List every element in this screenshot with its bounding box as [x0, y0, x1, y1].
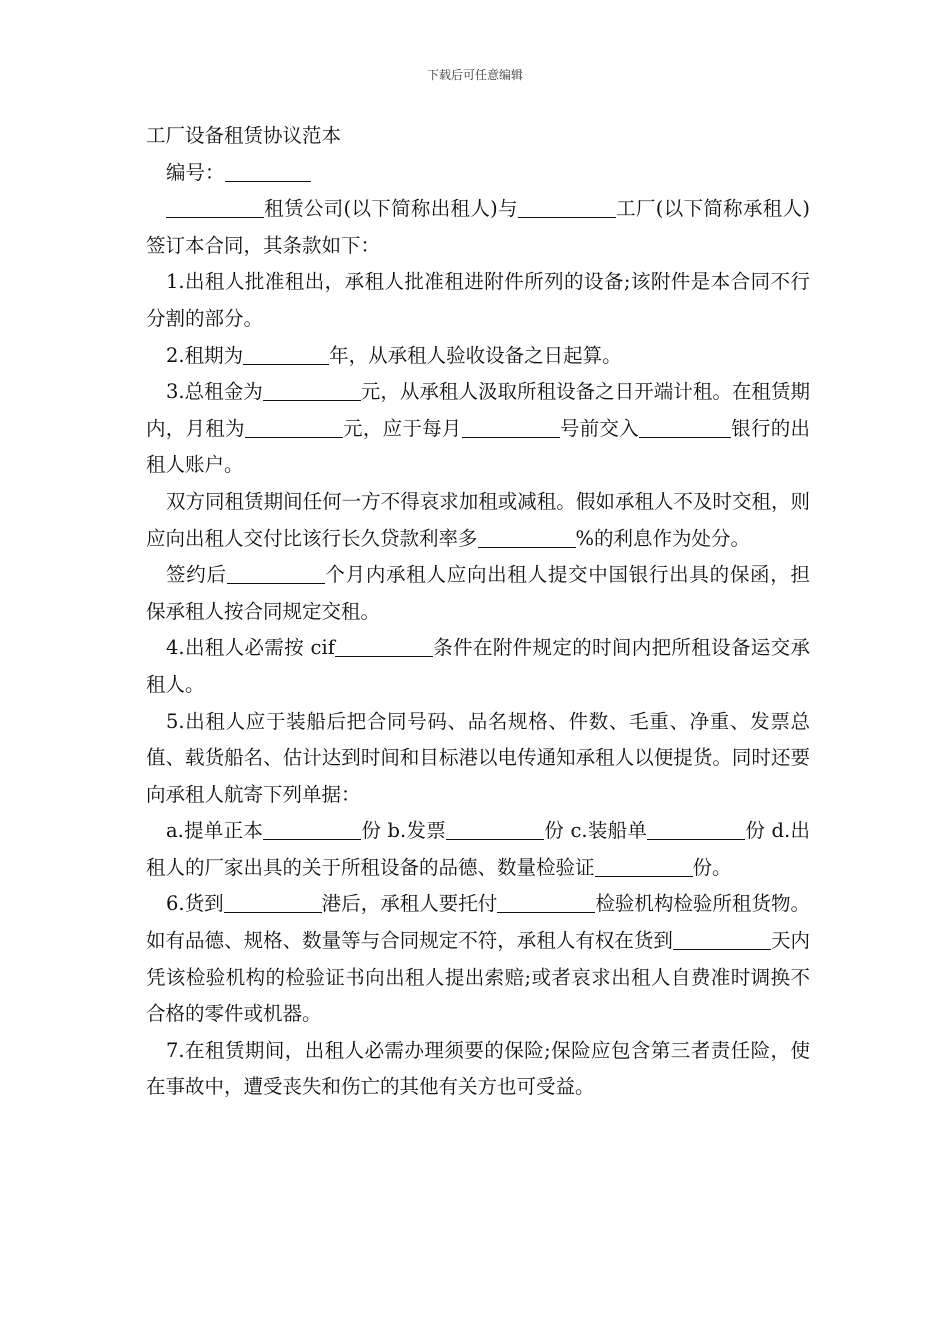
- interest-rate-blank: [478, 527, 576, 548]
- clause-6-text-a: 6.货到: [166, 892, 224, 916]
- bank-blank-a: [639, 417, 669, 438]
- documents-text-d: 份 d.出租人的厂家出具的关于所租设备的品德、数量检验证: [146, 819, 810, 879]
- paragraph-5-text-b: 个月内承租人应向出租人提交中国银行出具的保函，担保承租人按合同规定交租。: [146, 563, 810, 623]
- number-blank: [225, 161, 311, 182]
- document-title: [146, 118, 810, 155]
- paragraph-guarantee: [146, 557, 810, 630]
- certificate-blank: [595, 856, 693, 877]
- paragraph-4-text-b: %的利息作为处分。: [575, 526, 751, 550]
- clause-6-text-d: 天内凭该检验机构的检验证书向出租人提出索赔;或者哀求出租人自费准时调换不合格的零件或机器。: [146, 929, 810, 1026]
- clause-7: [146, 1033, 810, 1106]
- paragraph-no-adjustment: [146, 484, 810, 557]
- clause-3-text-d: 号前交入: [559, 416, 639, 440]
- clause-5-documents: [146, 813, 810, 886]
- documents-text-b: 份 b.发票: [361, 819, 446, 843]
- arrival-port-blank: [224, 892, 322, 913]
- clause-3-text-a: 3.总租金为: [166, 380, 263, 404]
- clause-3: [146, 374, 810, 484]
- months-blank: [227, 563, 325, 584]
- total-rent-blank: [263, 380, 361, 401]
- clause-4: [146, 630, 810, 703]
- inspection-agency-blank: [497, 892, 595, 913]
- clause-1: [146, 264, 810, 337]
- number-label: 编号：: [166, 160, 225, 184]
- clause-3-text-e: 银行的出租人账户。: [146, 416, 810, 477]
- number-line: [146, 155, 810, 192]
- claim-days-blank: [673, 929, 771, 950]
- clause-6: [146, 886, 810, 1032]
- invoice-blank: [446, 819, 544, 840]
- cif-port-blank: [335, 636, 433, 657]
- clause-2-text-a: 2.租期为: [166, 343, 244, 367]
- page-header: 下载后可任意编辑: [426, 68, 523, 82]
- intro-text-b: 工厂(以下简称承租人)签订本合同，其条款如下：: [146, 197, 811, 257]
- documents-text-e: 份。: [692, 855, 732, 879]
- paragraph-4-text-a: 双方同租赁期间任何一方不得哀求加租或减租。假如承租人不及时交租，则应向出租人交付比该行长久贷款利率多: [146, 489, 810, 550]
- clause-4-text-b: 条件在附件规定的时间内把所租设备运交承租人。: [146, 636, 810, 696]
- paragraph-5-text-a: 签约后: [166, 563, 227, 587]
- clause-2: [146, 338, 810, 375]
- shipping-list-blank: [647, 819, 745, 840]
- clause-3-text-c: 元，应于每月: [342, 416, 462, 440]
- clause-5: [146, 704, 810, 814]
- documents-text-a: a.提单正本: [166, 819, 264, 843]
- clause-2-text-b: 年，从承租人验收设备之日起算。: [329, 343, 622, 367]
- documents-text-c: 份 c.装船单: [544, 819, 648, 843]
- document-body: [146, 118, 810, 1106]
- lessor-name-blank: [166, 197, 264, 218]
- clause-3-text-b: 元，从承租人汲取所租设备之日开端计租。在租赁期内，月租为: [146, 380, 810, 440]
- clause-6-text-c: 检验机构检验所租货物。如有品德、规格、数量等与合同规定不符，承租人有权在货到: [146, 892, 810, 953]
- bill-of-lading-blank: [263, 819, 361, 840]
- payment-day-blank: [462, 417, 560, 438]
- title-text: 工厂设备租赁协议范本: [146, 124, 342, 147]
- intro-text-a: 租赁公司(以下简称出租人)与: [264, 197, 518, 221]
- monthly-rent-blank: [245, 417, 343, 438]
- clause-6-text-b: 港后，承租人要托付: [321, 892, 498, 916]
- intro-paragraph: [146, 191, 810, 264]
- clause-7-text: 7.在租赁期间，出租人必需办理须要的保险;保险应包含第三者责任险，使在事故中，遭受丧失和伤亡的其他有关方也可受益。: [146, 1038, 810, 1099]
- clause-5-text: 5.出租人应于装船后把合同号码、品名规格、件数、毛重、净重、发票总值、载货船名、估计达到时间和目标港以电传通知承租人以便提货。同时还要向承租人航寄下列单据：: [146, 709, 810, 806]
- bank-blank-b: [669, 417, 731, 438]
- lease-term-blank: [243, 344, 329, 365]
- clause-1-text: 1.出租人批准租出，承租人批准租进附件所列的设备;该附件是本合同不行分割的部分。: [146, 270, 810, 330]
- clause-4-text-a: 4.出租人必需按 cif: [166, 636, 335, 660]
- factory-name-blank: [518, 197, 616, 218]
